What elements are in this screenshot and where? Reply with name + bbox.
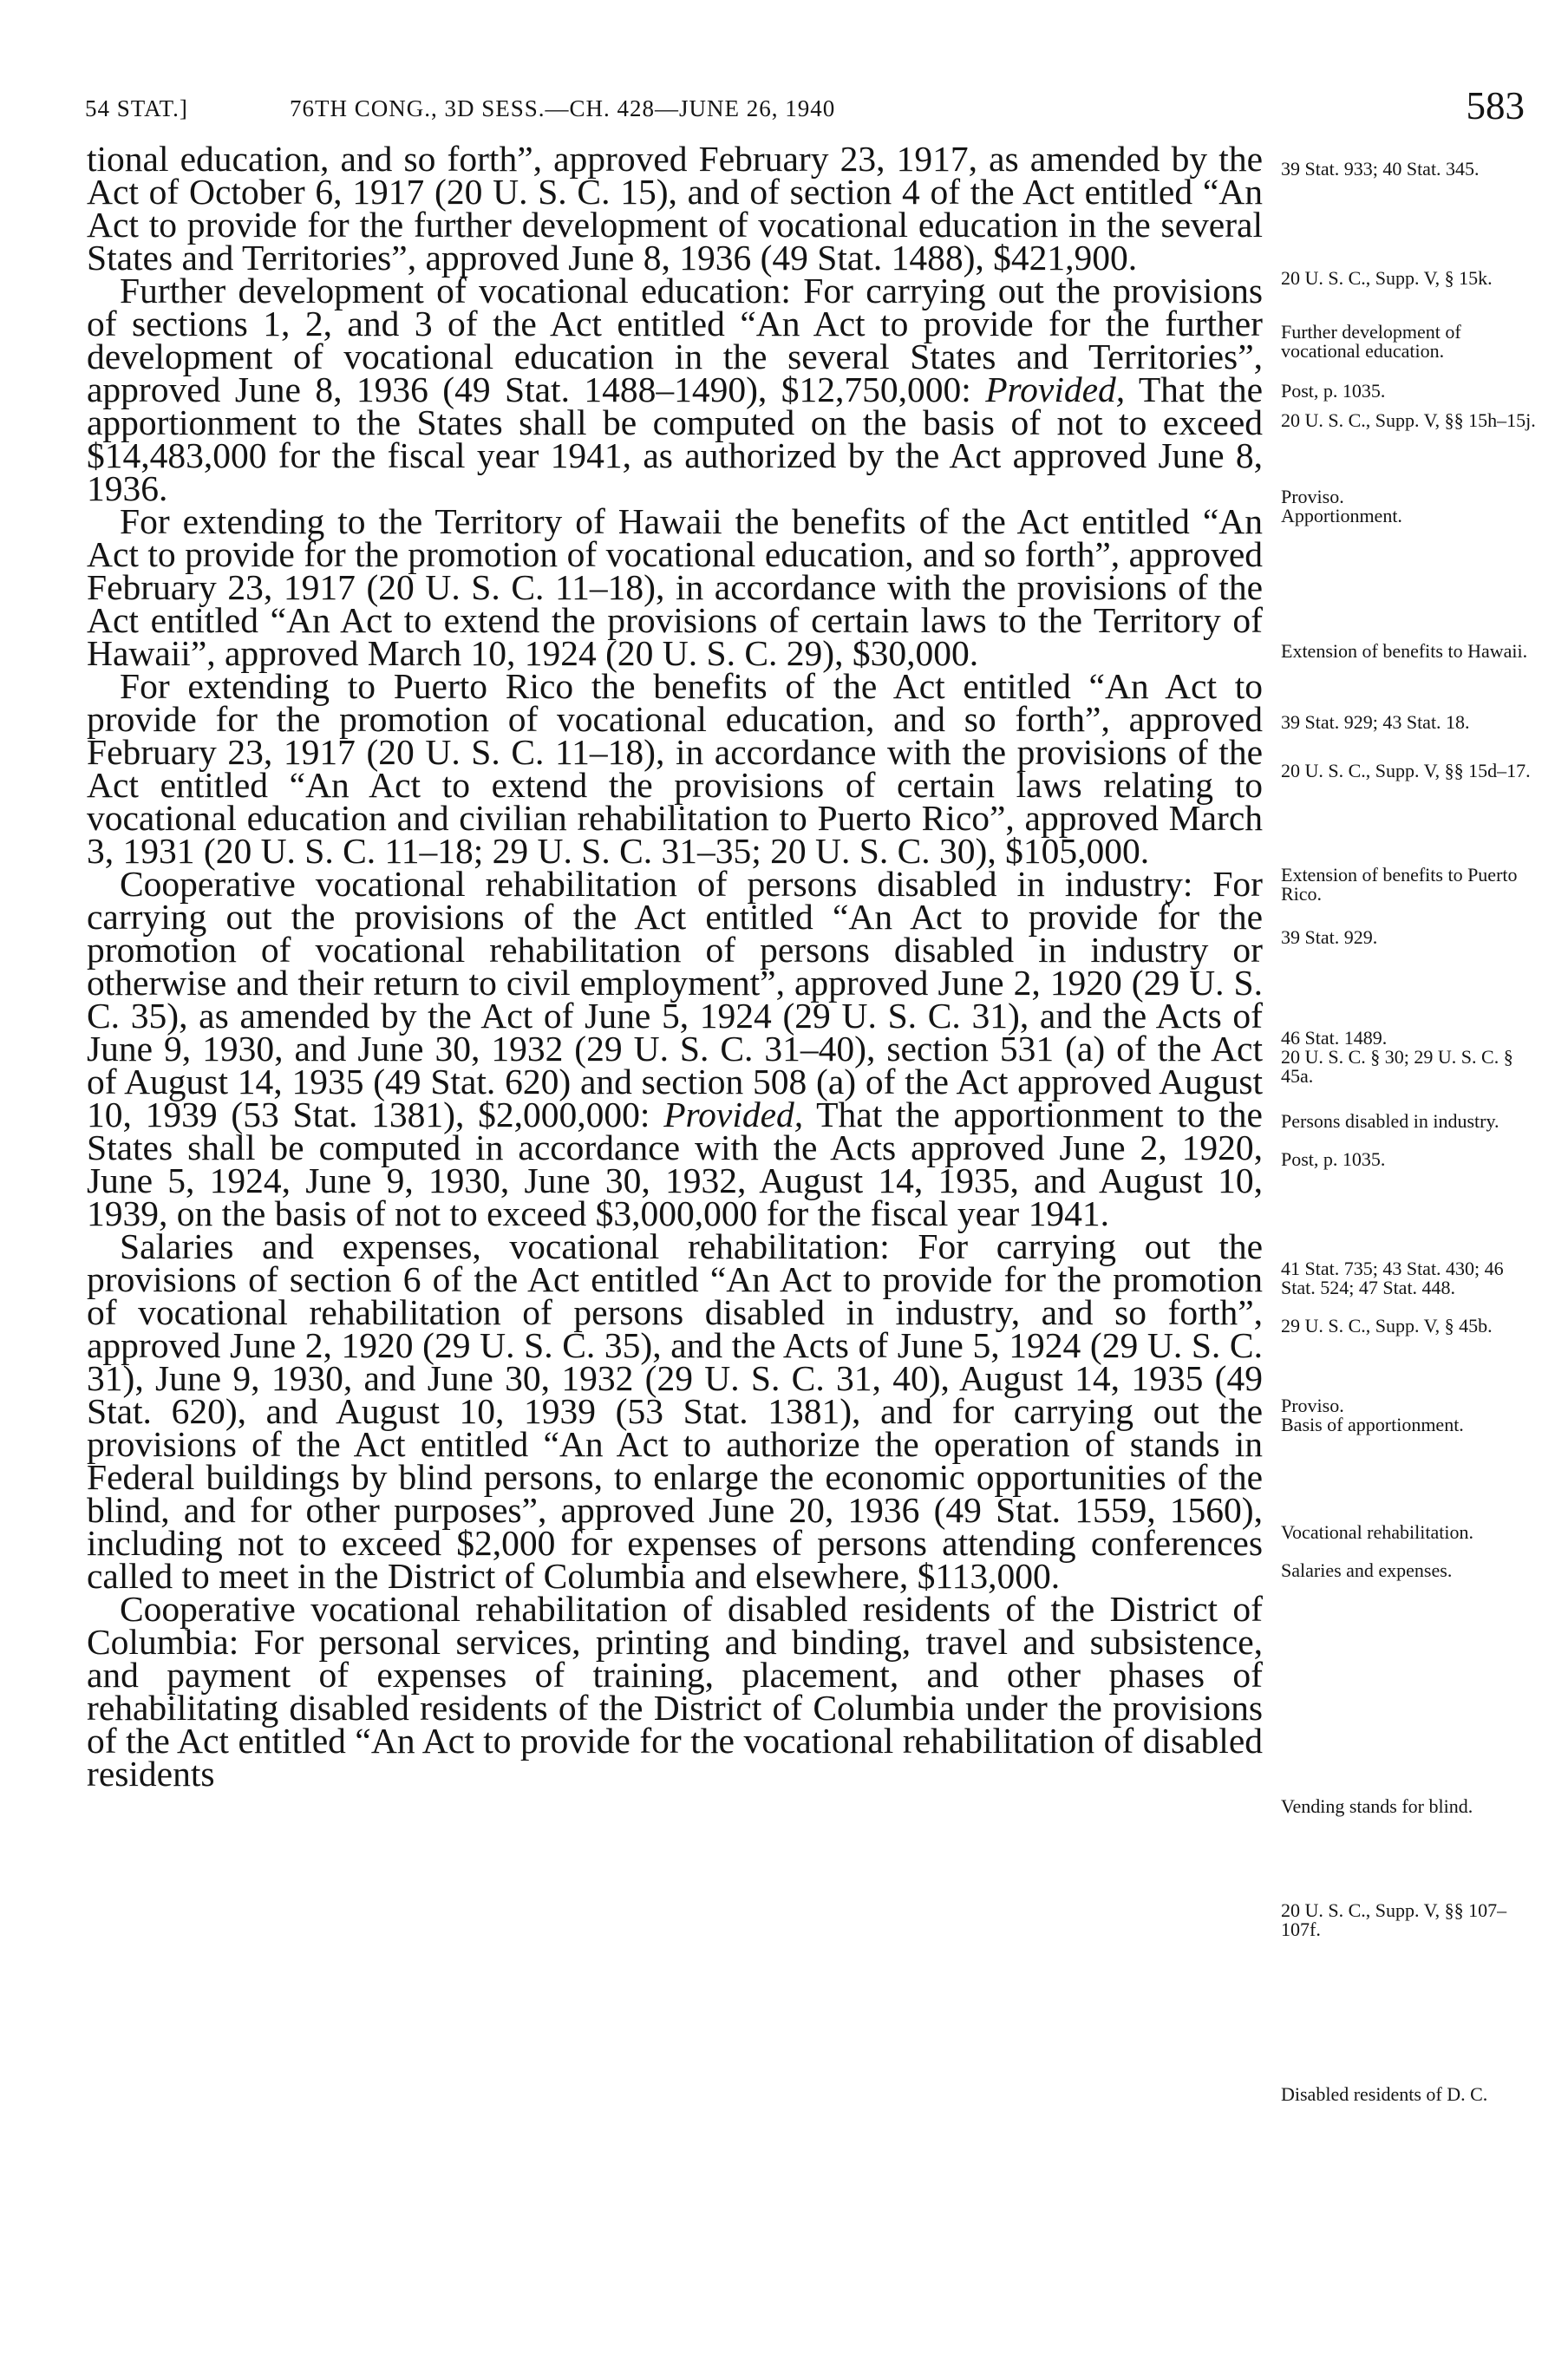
session-chapter-heading: 76TH CONG., 3D SESS.—CH. 428—JUNE 26, 1940 xyxy=(290,95,836,121)
paragraph-puerto-rico: For extending to Puerto Rico the benefits of the Act entitled “An Act to provide for the promotion of vocational education, and so forth”, approved February 23, 1917 (20 U. S. C. 11–18), in accordance with the provisions of the Act entitled “An Act to extend the provisions of certain laws relating to vocational education and civilian rehabilitation to Puerto Rico”, approved March 3, 1931 (20 U. S. C. 11–18; 29 U. S. C. 31–35; 20 U. S. C. 30), $105,000. xyxy=(87,666,1263,871)
paragraph-text: That the apportionment to the States shall be computed on the basis of not to exceed $14,483,000 for the fiscal year 1941, as authorized by the Act approved June 8, 1936. xyxy=(87,369,1263,508)
margin-citation: 39 Stat. 933; 40 Stat. 345. xyxy=(1281,158,1480,180)
main-text-column xyxy=(87,139,1263,1794)
margin-citation: 20 U. S. C., Supp. V, §§ 15h–15j. xyxy=(1281,409,1536,431)
margin-citation: 20 U. S. C., Supp. V, §§ 15d–17. xyxy=(1281,760,1531,781)
volume-reference: 54 STAT.] xyxy=(85,95,188,121)
margin-heading: Basis of apportionment. xyxy=(1281,1414,1464,1435)
margin-citation: 29 U. S. C., Supp. V, § 45b. xyxy=(1281,1315,1493,1337)
margin-citation: 41 Stat. 735; 43 Stat. 430; 46 Stat. 524; 47 Stat. 448. xyxy=(1281,1258,1504,1298)
paragraph-continued: tional education, and so forth”, approved February 23, 1917, as amended by the Act of October 6, 1917 (20 U. S. C. 15), and of section 4 of the Act entitled “An Act to provide for the further development of vocational education in the several States and Territories”, approved June 8, 1936 (49 Stat. 1488), $421,900. xyxy=(87,139,1263,278)
margin-citation: 39 Stat. 929; 43 Stat. 18. xyxy=(1281,711,1470,733)
paragraph-hawaii: For extending to the Territory of Hawaii the benefits of the Act entitled “An Act to provide for the promotion of vocational education, and so forth”, approved February 23, 1917 (20 U. S. C. 11–18), in accordance with the provisions of the Act entitled “An Act to extend the provisions of certain laws to the Territory of Hawaii”, approved March 10, 1924 (20 U. S. C. 29), $30,000. xyxy=(87,501,1263,673)
margin-proviso: Proviso. xyxy=(1281,1395,1344,1416)
margin-heading: Disabled residents of D. C. xyxy=(1281,2083,1488,2105)
proviso-word: Provided, xyxy=(663,1095,804,1134)
paragraph-salaries-expenses: Salaries and expenses, vocational rehabilitation: For carrying out the provisions of section 6 of the Act entitled “An Act to provide for the promotion of vocational rehabilitation of persons disabled in industry, and so forth”, approved June 2, 1920 (29 U. S. C. 35), and the Acts of June 5, 1924 (29 U. S. C. 31), June 9, 1930, and June 30, 1932 (29 U. S. C. 31, 40), August 14, 1935 (49 Stat. 620), and August 10, 1939 (53 Stat. 1381), and for carrying out the provisions of the Act entitled “An Act to authorize the operation of stands in Federal buildings by blind persons, to enlarge the economic opportunities of the blind, and for other purposes”, approved June 20, 1936 (49 Stat. 1559, 1560), including not to exceed $2,000 for expenses of persons attending conferences called to meet in the District of Columbia and elsewhere, $113,000. xyxy=(87,1226,1263,1596)
margin-post-reference: Post, p. 1035. xyxy=(1281,1148,1386,1170)
margin-citation: 20 U. S. C., Supp. V, § 15k. xyxy=(1281,267,1493,289)
margin-heading: Extension of benefits to Puerto Rico. xyxy=(1281,864,1518,905)
paragraph-text: Cooperative vocational rehabilitation of persons disabled in industry: For carrying out the provisions of the Act entitled “An Act to provide for the promotion of vocational rehabilitation of persons disabled in industry or otherwise and their return to civil employment”, approved June 2, 1920 (29 U. S. C. 35), as amended by the Act of June 5, 1924 (29 U. S. C. 31), and the Acts of June 9, 1930, and June 30, 1932 (29 U. S. C. 31–40), section 531 (a) of the Act of August 14, 1935 (49 Stat. 620) and section 508 (a) of the Act approved August 10, 1939 (53 Stat. 1381), $2,000,000: xyxy=(87,864,1263,1134)
margin-notes xyxy=(1281,0,1541,2379)
margin-citation: 39 Stat. 929. xyxy=(1281,926,1378,948)
paragraph-disabled-residents-dc: Cooperative vocational rehabilitation of disabled residents of the District of Columbia: For personal services, printing and binding, travel and subsistence, and payment of expenses of training, placement, and other phases of rehabilitating disabled residents of the District of Columbia under the provisions of the Act entitled “An Act to provide for the vocational rehabilitation of disabled residents xyxy=(87,1589,1263,1794)
margin-heading: Vending stands for blind. xyxy=(1281,1795,1473,1817)
margin-proviso: Proviso. xyxy=(1281,486,1344,507)
paragraph-persons-disabled xyxy=(87,864,1263,1233)
margin-heading: Extension of benefits to Hawaii. xyxy=(1281,640,1528,662)
margin-post-reference: Post, p. 1035. xyxy=(1281,380,1386,402)
margin-heading: Vocational rehabilitation. xyxy=(1281,1521,1473,1543)
paragraph-text: That the apportionment to the States shall be computed in accordance with the Acts approved June 2, 1920, June 5, 1924, June 9, 1930, June 30, 1932, August 14, 1935, and August 10, 1939, on the basis of not to exceed $3,000,000 for the fiscal year 1941. xyxy=(87,1095,1263,1233)
page-number: 583 xyxy=(1466,84,1525,127)
margin-citation: 20 U. S. C. § 30; 29 U. S. C. § 45a. xyxy=(1281,1046,1513,1087)
margin-heading: Persons disabled in industry. xyxy=(1281,1110,1499,1132)
margin-heading: Apportionment. xyxy=(1281,505,1402,526)
margin-citation: 20 U. S. C., Supp. V, §§ 107–107f. xyxy=(1281,1899,1507,1940)
margin-heading: Further development of vocational education. xyxy=(1281,321,1461,362)
paragraph-further-development xyxy=(87,271,1263,508)
paragraph-text: Further development of vocational education: For carrying out the provisions of sections 1, 2, and 3 of the Act entitled “An Act to provide for the further development of vocational education in the several States and Territories”, approved June 8, 1936 (49 Stat. 1488–1490), $12,750,000: xyxy=(87,271,1263,409)
margin-citation: 46 Stat. 1489. xyxy=(1281,1027,1388,1049)
margin-heading: Salaries and expenses. xyxy=(1281,1559,1453,1581)
proviso-word: Provided, xyxy=(985,369,1126,409)
